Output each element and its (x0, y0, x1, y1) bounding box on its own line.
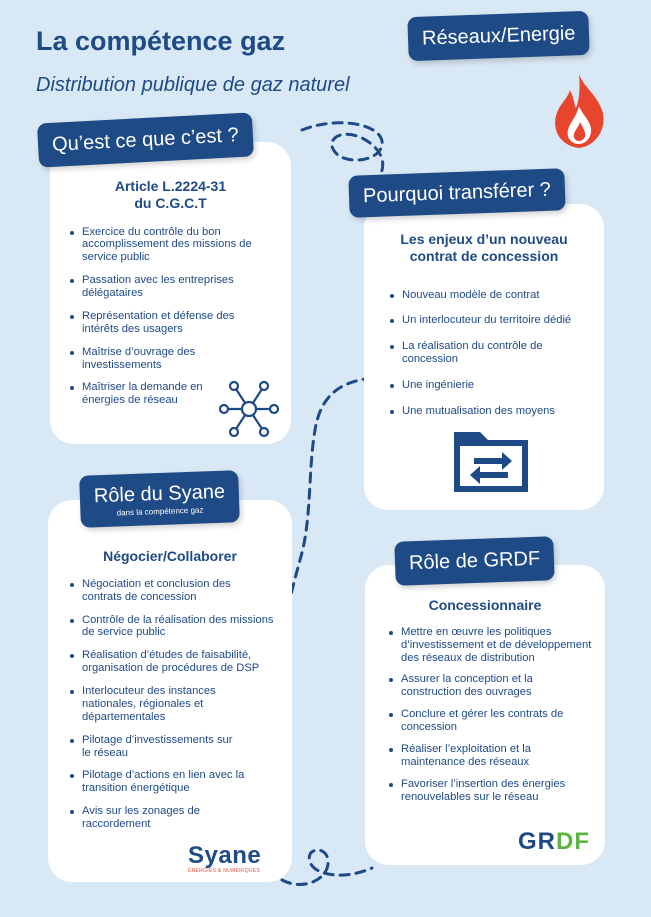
category-tag (407, 11, 590, 61)
list-item: Avis sur les zonages de raccordement (70, 805, 286, 831)
syane-logo-tagline: ÉNERGIES & NUMÉRIQUES (188, 868, 261, 874)
tag-grdf-role (394, 536, 555, 586)
list-item: Favoriser l’insertion des énergies renouvelables sur le réseau (389, 778, 597, 804)
list-item: Une mutualisation des moyens (390, 405, 592, 418)
list-item: Assurer la conception et la construction des ouvrages (389, 673, 597, 699)
card-grdf-role (365, 565, 605, 865)
list-item: Réalisation d’études de faisabilité, organisation de procédures de DSP (70, 649, 286, 675)
tag-why-transfer (348, 168, 565, 218)
list-item: Un interlocuteur du territoire dédié (390, 314, 592, 327)
grdf-logo-text: GRDF (518, 828, 590, 855)
list-item: Négociation et conclusion des contrats de concession (70, 578, 286, 604)
list-item: Exercice du contrôle du bon accomplissement des missions de service public (70, 226, 275, 265)
grdf-logo (518, 828, 590, 856)
card-syane-heading: Négocier/Collaborer (103, 548, 237, 564)
list-item: Pilotage d’actions en lien avec la transition énergétique (70, 769, 286, 795)
list-item: Pilotage d’investissements sur le réseau (70, 734, 286, 760)
tag-syane-role-sublabel: dans la compétence gaz (116, 504, 204, 518)
card-syane-role (48, 500, 292, 882)
card-why-heading-line2: contrat de concession (409, 247, 559, 264)
card-what-heading (50, 178, 291, 212)
card-grdf-heading: Concessionnaire (428, 597, 542, 613)
card-syane-list (70, 578, 286, 831)
card-what-heading-line1: Article L.2224-31 (114, 178, 227, 194)
card-why-list (390, 289, 592, 418)
list-item: Maîtriser la demande en énergies de réseau (70, 381, 275, 407)
card-why-heading (364, 231, 604, 265)
list-item: Mettre en œuvre les politiques d’investissement et de développement des réseaux de distribution (389, 626, 597, 665)
list-item: Nouveau modèle de contrat (390, 289, 592, 302)
list-item: Contrôle de la réalisation des missions de service public (70, 614, 286, 640)
flame-icon (550, 72, 608, 150)
list-item: Maîtrise d’ouvrage des investissements (70, 346, 275, 372)
tag-what-is-it-label: Qu’est ce que c’est ? (51, 124, 240, 156)
list-item: Conclure et gérer les contrats de concession (389, 708, 597, 734)
syane-logo (188, 842, 261, 874)
tag-syane-role (79, 470, 240, 528)
network-icon (216, 378, 282, 440)
list-item: Interlocuteur des instances nationales, régionales et départementales (70, 685, 286, 724)
list-item: Réaliser l’exploitation et la maintenance des réseaux (389, 743, 597, 769)
card-grdf-list (389, 626, 597, 804)
card-why-heading-line1: Les enjeux d’un nouveau (400, 231, 568, 247)
list-item: Une ingénierie (390, 379, 592, 392)
syane-logo-name: Syane (188, 842, 262, 869)
list-item: La réalisation du contrôle de concession (390, 340, 592, 366)
page-title: La compétence gaz (36, 26, 286, 56)
page-subtitle: Distribution publique de gaz naturel (36, 74, 350, 96)
tag-syane-role-label: Rôle du Syane (93, 480, 226, 507)
tag-why-transfer-label: Pourquoi transférer ? (362, 178, 552, 208)
card-what-heading-line2: du C.G.C.T (134, 194, 207, 211)
list-item: Représentation et défense des intérêts des usagers (70, 310, 275, 336)
category-tag-label: Réseaux/Energie (421, 22, 576, 50)
tag-grdf-role-label: Rôle de GRDF (408, 547, 541, 575)
folder-transfer-icon (450, 426, 532, 496)
list-item: Passation avec les entreprises délégataires (70, 274, 275, 300)
